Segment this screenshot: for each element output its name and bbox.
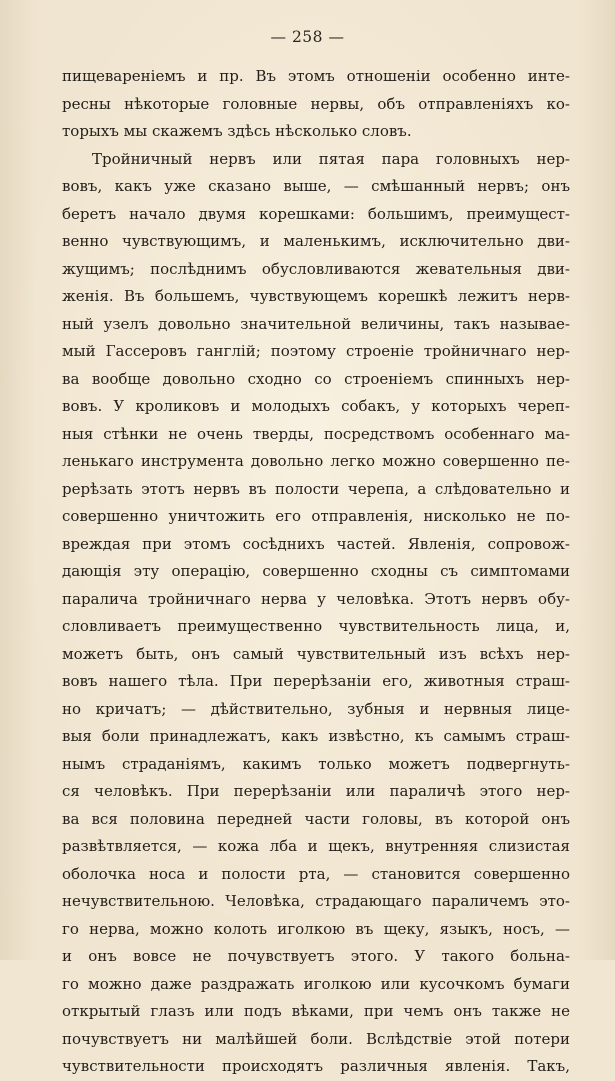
text-line: почувствуетъ ни малѣйшей боли. Вслѣдствiе этой потери bbox=[62, 1029, 570, 1048]
text-line: рерѣзать этотъ нервъ въ полости черепа, а слѣдовательно и bbox=[62, 479, 570, 498]
text-line: беретъ начало двумя корешками: большимъ, преимущест- bbox=[62, 204, 570, 223]
text-line: нечувствительною. Человѣка, страдающаго параличемъ это- bbox=[62, 892, 570, 910]
text-line: развѣтвляется, — кожа лба и щекъ, внутренняя слизистая bbox=[62, 837, 570, 855]
text-line: го можно даже раздражать иголкою или кусочкомъ бумаги bbox=[62, 974, 570, 993]
text-line: паралича тройничнаго нерва у человѣка. Этотъ нервъ обу- bbox=[62, 589, 570, 608]
text-line: и онъ вовсе не почувствуетъ этого. У такого больна- bbox=[62, 947, 570, 965]
text-line: ресны нѣкоторые головные нервы, объ отправленiяхъ ко- bbox=[62, 94, 570, 113]
text-line: совершенно уничтожить его отправленiя, нисколько не по- bbox=[62, 507, 570, 525]
text-line: го нерва, можно колоть иголкою въ щеку, языкъ, носъ, — bbox=[62, 919, 570, 938]
text-line: вовъ. У кроликовъ и молодыхъ собакъ, у которыхъ череп- bbox=[62, 397, 570, 415]
text-line: дающiя эту операцiю, совершенно сходны съ симптомами bbox=[62, 562, 570, 580]
text-line: вреждая при этомъ сосѣднихъ частей. Явленiя, сопровож- bbox=[62, 534, 570, 553]
text-line: ся человѣкъ. При перерѣзанiи или параличѣ этого нер- bbox=[62, 782, 570, 800]
text-line: можетъ быть, онъ самый чувствительный изъ всѣхъ нер- bbox=[62, 644, 570, 663]
text-line: открытый глазъ или подъ вѣками, при чемъ онъ также не bbox=[62, 1002, 570, 1020]
text-line: Тройничный нервъ или пятая пара головныхъ нер- bbox=[92, 149, 570, 168]
text-line: ва вся половина передней части головы, въ которой онъ bbox=[62, 809, 570, 828]
text-line: торыхъ мы скажемъ здѣсь нѣсколько словъ. bbox=[62, 122, 412, 140]
text-line: ленькаго инструмента довольно легко можно совершенно пе- bbox=[62, 452, 570, 470]
text-line: мый Гассеровъ ганглiй; поэтому строенiе тройничнаго нер- bbox=[62, 342, 570, 360]
text-line: жущимъ; послѣднимъ обусловливаются жевательныя дви- bbox=[62, 259, 570, 278]
text-line: пищеваренiемъ и пр. Въ этомъ отношенiи особенно инте- bbox=[62, 67, 570, 85]
page-number: — 258 — bbox=[270, 28, 345, 46]
text-line: ныя стѣнки не очень тверды, посредствомъ особеннаго ма- bbox=[62, 424, 570, 443]
text-line: выя боли принадлежатъ, какъ извѣстно, къ самымъ страш- bbox=[62, 727, 570, 745]
text-line: женiя. Въ большемъ, чувствующемъ корешкѣ лежитъ нерв- bbox=[62, 287, 570, 305]
text-line: ный узелъ довольно значительной величины, такъ называе- bbox=[62, 314, 570, 333]
text-line: ва вообще довольно сходно со строенiемъ спинныхъ нер- bbox=[62, 369, 570, 388]
text-line: нымъ страданiямъ, какимъ только можетъ подвергнуть- bbox=[62, 754, 570, 773]
text-line: словливаетъ преимущественно чувствительность лица, и, bbox=[62, 617, 570, 635]
text-line: вовъ, какъ уже сказано выше, — смѣшанный нервъ; онъ bbox=[62, 177, 570, 195]
text-line: венно чувствующимъ, и маленькимъ, исключительно дви- bbox=[62, 232, 570, 250]
text-line: вовъ нашего тѣла. При перерѣзанiи его, животныя страш- bbox=[62, 672, 570, 690]
body-text bbox=[62, 63, 570, 1081]
text-line: чувствительности происходятъ различныя явленiя. Такъ, bbox=[62, 1057, 570, 1075]
text-line: но кричатъ; — дѣйствительно, зубныя и нервныя лице- bbox=[62, 699, 570, 718]
text-line: оболочка носа и полости рта, — становится совершенно bbox=[62, 864, 570, 883]
